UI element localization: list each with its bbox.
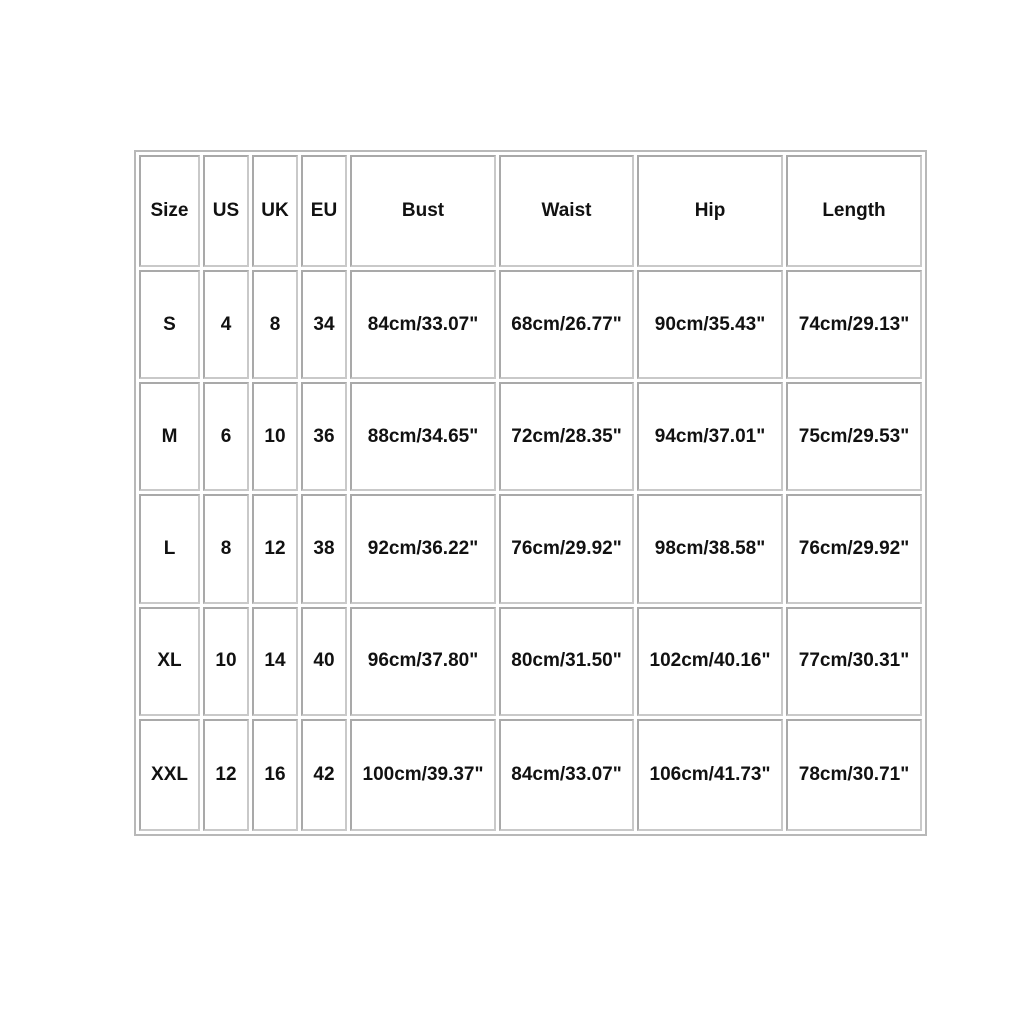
table-row: [139, 270, 922, 379]
cell-eu: 42: [301, 719, 347, 831]
cell-us: 8: [203, 494, 249, 603]
size-chart-table: [134, 150, 927, 836]
header-length: Length: [786, 155, 922, 267]
cell-eu: 36: [301, 382, 347, 491]
cell-size: M: [139, 382, 200, 491]
cell-length: 78cm/30.71": [786, 719, 922, 831]
cell-length: 75cm/29.53": [786, 382, 922, 491]
cell-us: 4: [203, 270, 249, 379]
cell-bust: 96cm/37.80": [350, 607, 496, 716]
cell-size: XL: [139, 607, 200, 716]
cell-bust: 92cm/36.22": [350, 494, 496, 603]
cell-waist: 84cm/33.07": [499, 719, 634, 831]
cell-uk: 10: [252, 382, 298, 491]
header-waist: Waist: [499, 155, 634, 267]
cell-uk: 12: [252, 494, 298, 603]
header-eu: EU: [301, 155, 347, 267]
table-row: [139, 494, 922, 603]
cell-uk: 14: [252, 607, 298, 716]
cell-eu: 34: [301, 270, 347, 379]
cell-size: S: [139, 270, 200, 379]
cell-length: 77cm/30.31": [786, 607, 922, 716]
cell-uk: 16: [252, 719, 298, 831]
cell-waist: 80cm/31.50": [499, 607, 634, 716]
cell-hip: 98cm/38.58": [637, 494, 783, 603]
cell-eu: 38: [301, 494, 347, 603]
cell-us: 12: [203, 719, 249, 831]
cell-waist: 72cm/28.35": [499, 382, 634, 491]
table-row: [139, 607, 922, 716]
table-row: [139, 382, 922, 491]
cell-eu: 40: [301, 607, 347, 716]
cell-uk: 8: [252, 270, 298, 379]
cell-hip: 106cm/41.73": [637, 719, 783, 831]
header-hip: Hip: [637, 155, 783, 267]
cell-hip: 102cm/40.16": [637, 607, 783, 716]
cell-waist: 68cm/26.77": [499, 270, 634, 379]
header-us: US: [203, 155, 249, 267]
cell-bust: 84cm/33.07": [350, 270, 496, 379]
header-bust: Bust: [350, 155, 496, 267]
cell-size: XXL: [139, 719, 200, 831]
cell-hip: 90cm/35.43": [637, 270, 783, 379]
cell-bust: 100cm/39.37": [350, 719, 496, 831]
cell-hip: 94cm/37.01": [637, 382, 783, 491]
cell-size: L: [139, 494, 200, 603]
table-row: [139, 719, 922, 831]
cell-us: 10: [203, 607, 249, 716]
cell-length: 76cm/29.92": [786, 494, 922, 603]
cell-us: 6: [203, 382, 249, 491]
cell-waist: 76cm/29.92": [499, 494, 634, 603]
cell-bust: 88cm/34.65": [350, 382, 496, 491]
header-uk: UK: [252, 155, 298, 267]
header-size: Size: [139, 155, 200, 267]
table-header-row: [139, 155, 922, 267]
cell-length: 74cm/29.13": [786, 270, 922, 379]
